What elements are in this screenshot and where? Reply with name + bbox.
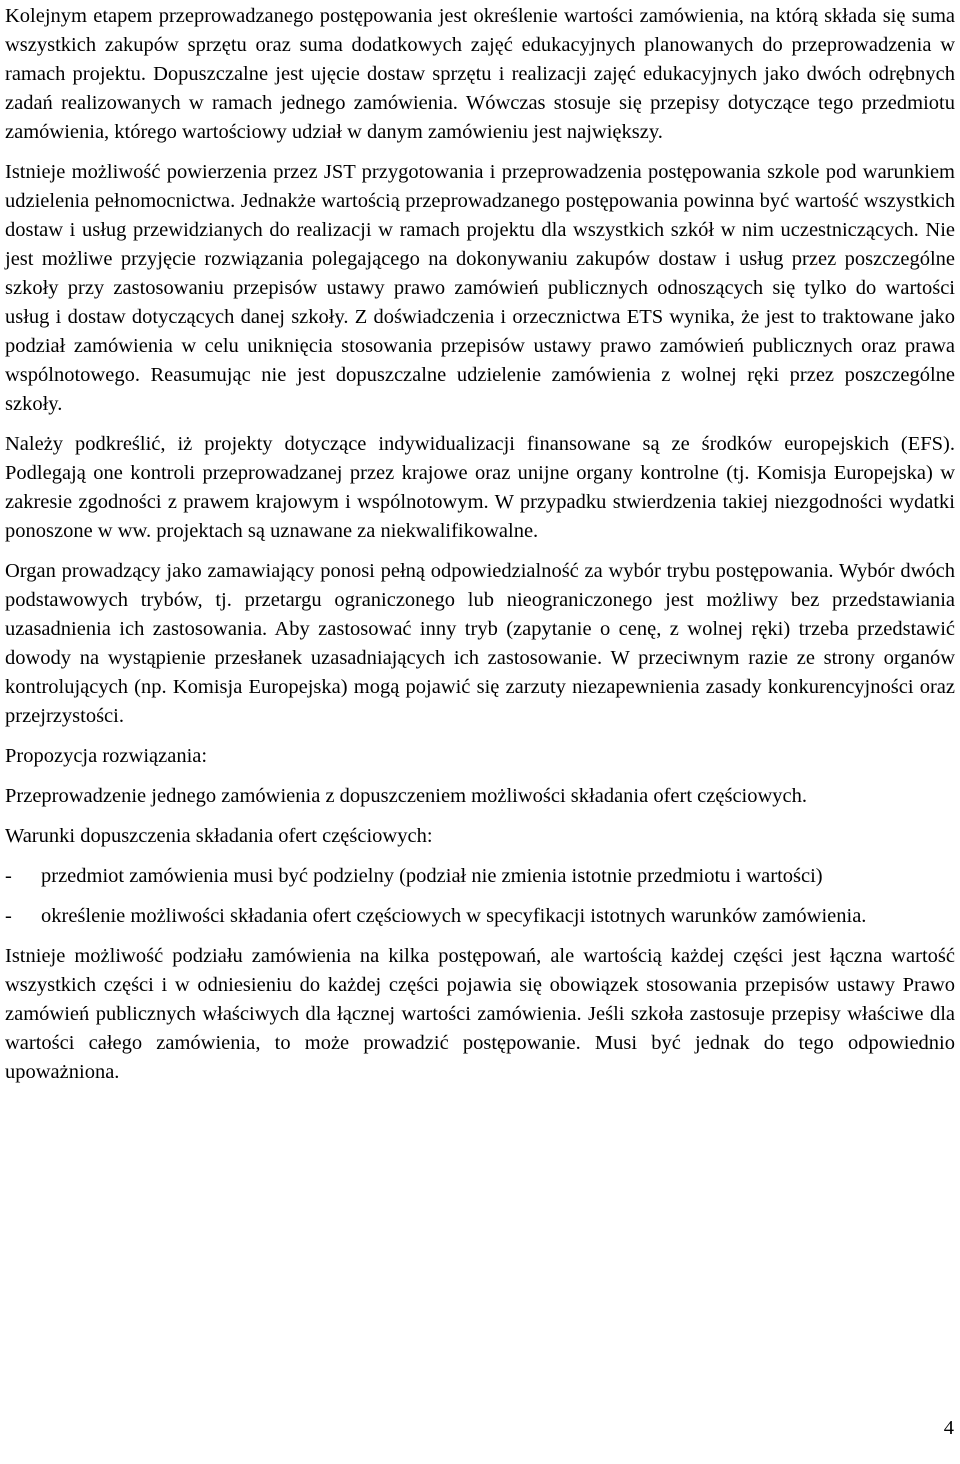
paragraph-procedure-choice: Organ prowadzący jako zamawiający ponosi pełną odpowiedzialność za wybór trybu postępowania. Wybór dwóch podstawowych trybów, tj. przetargu ograniczonego lub nieograniczonego jest możliwy bez przedstawiania uzasadnienia ich zastosowania. Aby zastosować inny tryb (zapytanie o cenę, z wolnej ręki) trzeba przedstawić dowody na wystąpienie przesłanek uzasadniających ich zastosowanie. W przeciwnym razie ze strony organów kontrolujących (np. Komisja Europejska) mogą pojawić się zarzuty niezapewnienia zasady konkurencyjności oraz przejrzystości. xyxy=(5,560,955,727)
document-page xyxy=(5,2,955,1087)
paragraph-jst-delegation: Istnieje możliwość powierzenia przez JST przygotowania i przeprowadzenia postępowania szkole pod warunkiem udzielenia pełnomocnictwa. Jednakże wartością przeprowadzanego postępowania powinna być wartość wszystkich dostaw i usług przewidzianych do realizacji w ramach projektu dla wszystkich szkół w nim uczestniczących. Nie jest możliwe przyjęcie rozwiązania polegającego na dokonywaniu zakupów dostaw i usług przez poszczególne szkoły przy zastosowaniu przepisów ustawy prawo zamówień publicznych odnoszących się tylko do wartości usług i dostaw dotyczących danej szkoły. Z doświadczenia i orzecznictwa ETS wynika, że jest to traktowane jako podział zamówienia w celu uniknięcia stosowania przepisów ustawy prawo zamówień publicznych oraz prawa wspólnotowego. Reasumując nie jest dopuszczalne udzielenie zamówienia z wolnej ręki przez poszczególne szkoły. xyxy=(5,161,955,415)
paragraph-solution: Przeprowadzenie jednego zamówienia z dopuszczeniem możliwości składania ofert częściowych. xyxy=(5,785,808,807)
list-item-text: określenie możliwości składania ofert częściowych w specyfikacji istotnych warunków zamówienia. xyxy=(41,905,867,927)
page-number: 4 xyxy=(943,1417,954,1439)
list-item xyxy=(5,902,955,931)
list-marker: - xyxy=(5,865,12,887)
conditions-list xyxy=(5,862,955,931)
paragraph-order-value: Kolejnym etapem przeprowadzanego postępowania jest określenie wartości zamówienia, na którą składa się suma wszystkich zakupów sprzętu oraz suma dodatkowych zajęć edukacyjnych planowanych do przeprowadzenia w ramach projektu. Dopuszczalne jest ujęcie dostaw sprzętu i realizacji zajęć edukacyjnych jako dwóch odrębnych zadań realizowanych w ramach jednego zamówienia. Wówczas stosuje się przepisy dotyczące tego przedmiotu zamówienia, którego wartościowy udział w danym zamówieniu jest największy. xyxy=(5,5,955,143)
list-marker: - xyxy=(5,905,12,927)
list-item xyxy=(5,862,955,891)
solution-heading: Propozycja rozwiązania: xyxy=(5,745,208,767)
conditions-heading: Warunki dopuszczenia składania ofert częściowych: xyxy=(5,825,433,847)
paragraph-efs-control: Należy podkreślić, iż projekty dotyczące indywidualizacji finansowane są ze środków europejskich (EFS). Podlegają one kontroli przeprowadzanej przez krajowe oraz unijne organy kontrolne (tj. Komisja Europejska) w zakresie zgodności z prawem krajowym i wspólnotowym. W przypadku stwierdzenia takiej niezgodności wydatki ponoszone w ww. projektach są uznawane za niekwalifikowalne. xyxy=(5,433,955,542)
paragraph-split-procedures: Istnieje możliwość podziału zamówienia na kilka postępowań, ale wartością każdej części jest łączna wartość wszystkich części i w odniesieniu do każdej części pojawia się obowiązek stosowania przepisów ustawy Prawo zamówień publicznych właściwych dla łącznej wartości zamówienia. Jeśli szkoła zastosuje przepisy właściwe dla wartości całego zamówienia, to może prowadzić postępowanie. Musi być jednak do tego odpowiednio upoważniona. xyxy=(5,945,955,1083)
list-item-text: przedmiot zamówienia musi być podzielny (podział nie zmienia istotnie przedmiotu i wartości) xyxy=(41,865,823,887)
